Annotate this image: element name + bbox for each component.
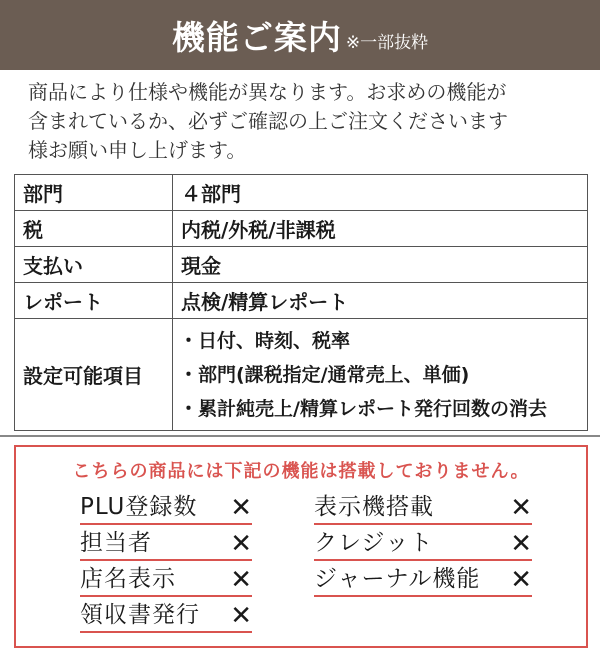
item-label: PLU登録数 bbox=[80, 494, 198, 520]
table-row bbox=[15, 175, 588, 211]
spec-table bbox=[14, 174, 588, 431]
spec-key: レポート bbox=[15, 283, 173, 319]
table-row bbox=[15, 319, 588, 431]
spec-value bbox=[173, 319, 588, 431]
item-label: 担当者 bbox=[80, 530, 152, 556]
spec-key: 部門 bbox=[15, 175, 173, 211]
unsupported-item bbox=[80, 529, 252, 561]
list-item: ・日付、時刻、税率 bbox=[179, 329, 351, 352]
cross-icon: ✕ bbox=[230, 493, 252, 523]
item-label: クレジット bbox=[314, 530, 434, 556]
notice-title: こちらの商品には下記の機能は搭載しておりません。 bbox=[72, 461, 530, 482]
intro-line: 様お願い申し上げます。 bbox=[28, 138, 247, 162]
spec-key: 税 bbox=[15, 211, 173, 247]
unsupported-item bbox=[314, 529, 532, 561]
intro-line: 商品により仕様や機能が異なります。お求めの機能が bbox=[28, 80, 507, 104]
header-note: ※一部抜粋 bbox=[345, 32, 429, 53]
section-divider bbox=[0, 435, 600, 437]
settings-list bbox=[179, 324, 579, 426]
unsupported-item bbox=[314, 565, 532, 597]
spec-value: 点検/精算レポート bbox=[173, 283, 588, 319]
item-label: 表示機搭載 bbox=[314, 494, 434, 520]
cross-icon: ✕ bbox=[510, 529, 532, 559]
table-row bbox=[15, 247, 588, 283]
spec-key: 設定可能項目 bbox=[15, 319, 173, 431]
list-item: ・部門(課税指定/通常売上、単価) bbox=[179, 363, 470, 386]
cross-icon: ✕ bbox=[510, 493, 532, 523]
item-label: 店名表示 bbox=[80, 566, 176, 592]
cross-icon: ✕ bbox=[230, 601, 252, 631]
notice-box bbox=[14, 445, 588, 648]
cross-icon: ✕ bbox=[230, 565, 252, 595]
spec-value: 現金 bbox=[173, 247, 588, 283]
unsupported-item bbox=[80, 601, 252, 633]
unsupported-item bbox=[80, 493, 252, 525]
list-item: ・累計純売上/精算レポート発行回数の消去 bbox=[179, 397, 547, 420]
page-title: 機能ご案内 bbox=[171, 17, 342, 57]
unsupported-item bbox=[80, 565, 252, 597]
intro-text bbox=[28, 78, 588, 165]
spec-key: 支払い bbox=[15, 247, 173, 283]
item-label: 領収書発行 bbox=[80, 602, 200, 628]
spec-value: 内税/外税/非課税 bbox=[173, 211, 588, 247]
intro-line: 含まれているか、必ずご確認の上ご注文くださいます bbox=[28, 109, 508, 133]
table-row bbox=[15, 211, 588, 247]
cross-icon: ✕ bbox=[230, 529, 252, 559]
spec-value: ４部門 bbox=[173, 175, 588, 211]
item-label: ジャーナル機能 bbox=[314, 566, 481, 592]
table-row bbox=[15, 283, 588, 319]
unsupported-item bbox=[314, 493, 532, 525]
cross-icon: ✕ bbox=[510, 565, 532, 595]
header-banner bbox=[0, 0, 600, 70]
